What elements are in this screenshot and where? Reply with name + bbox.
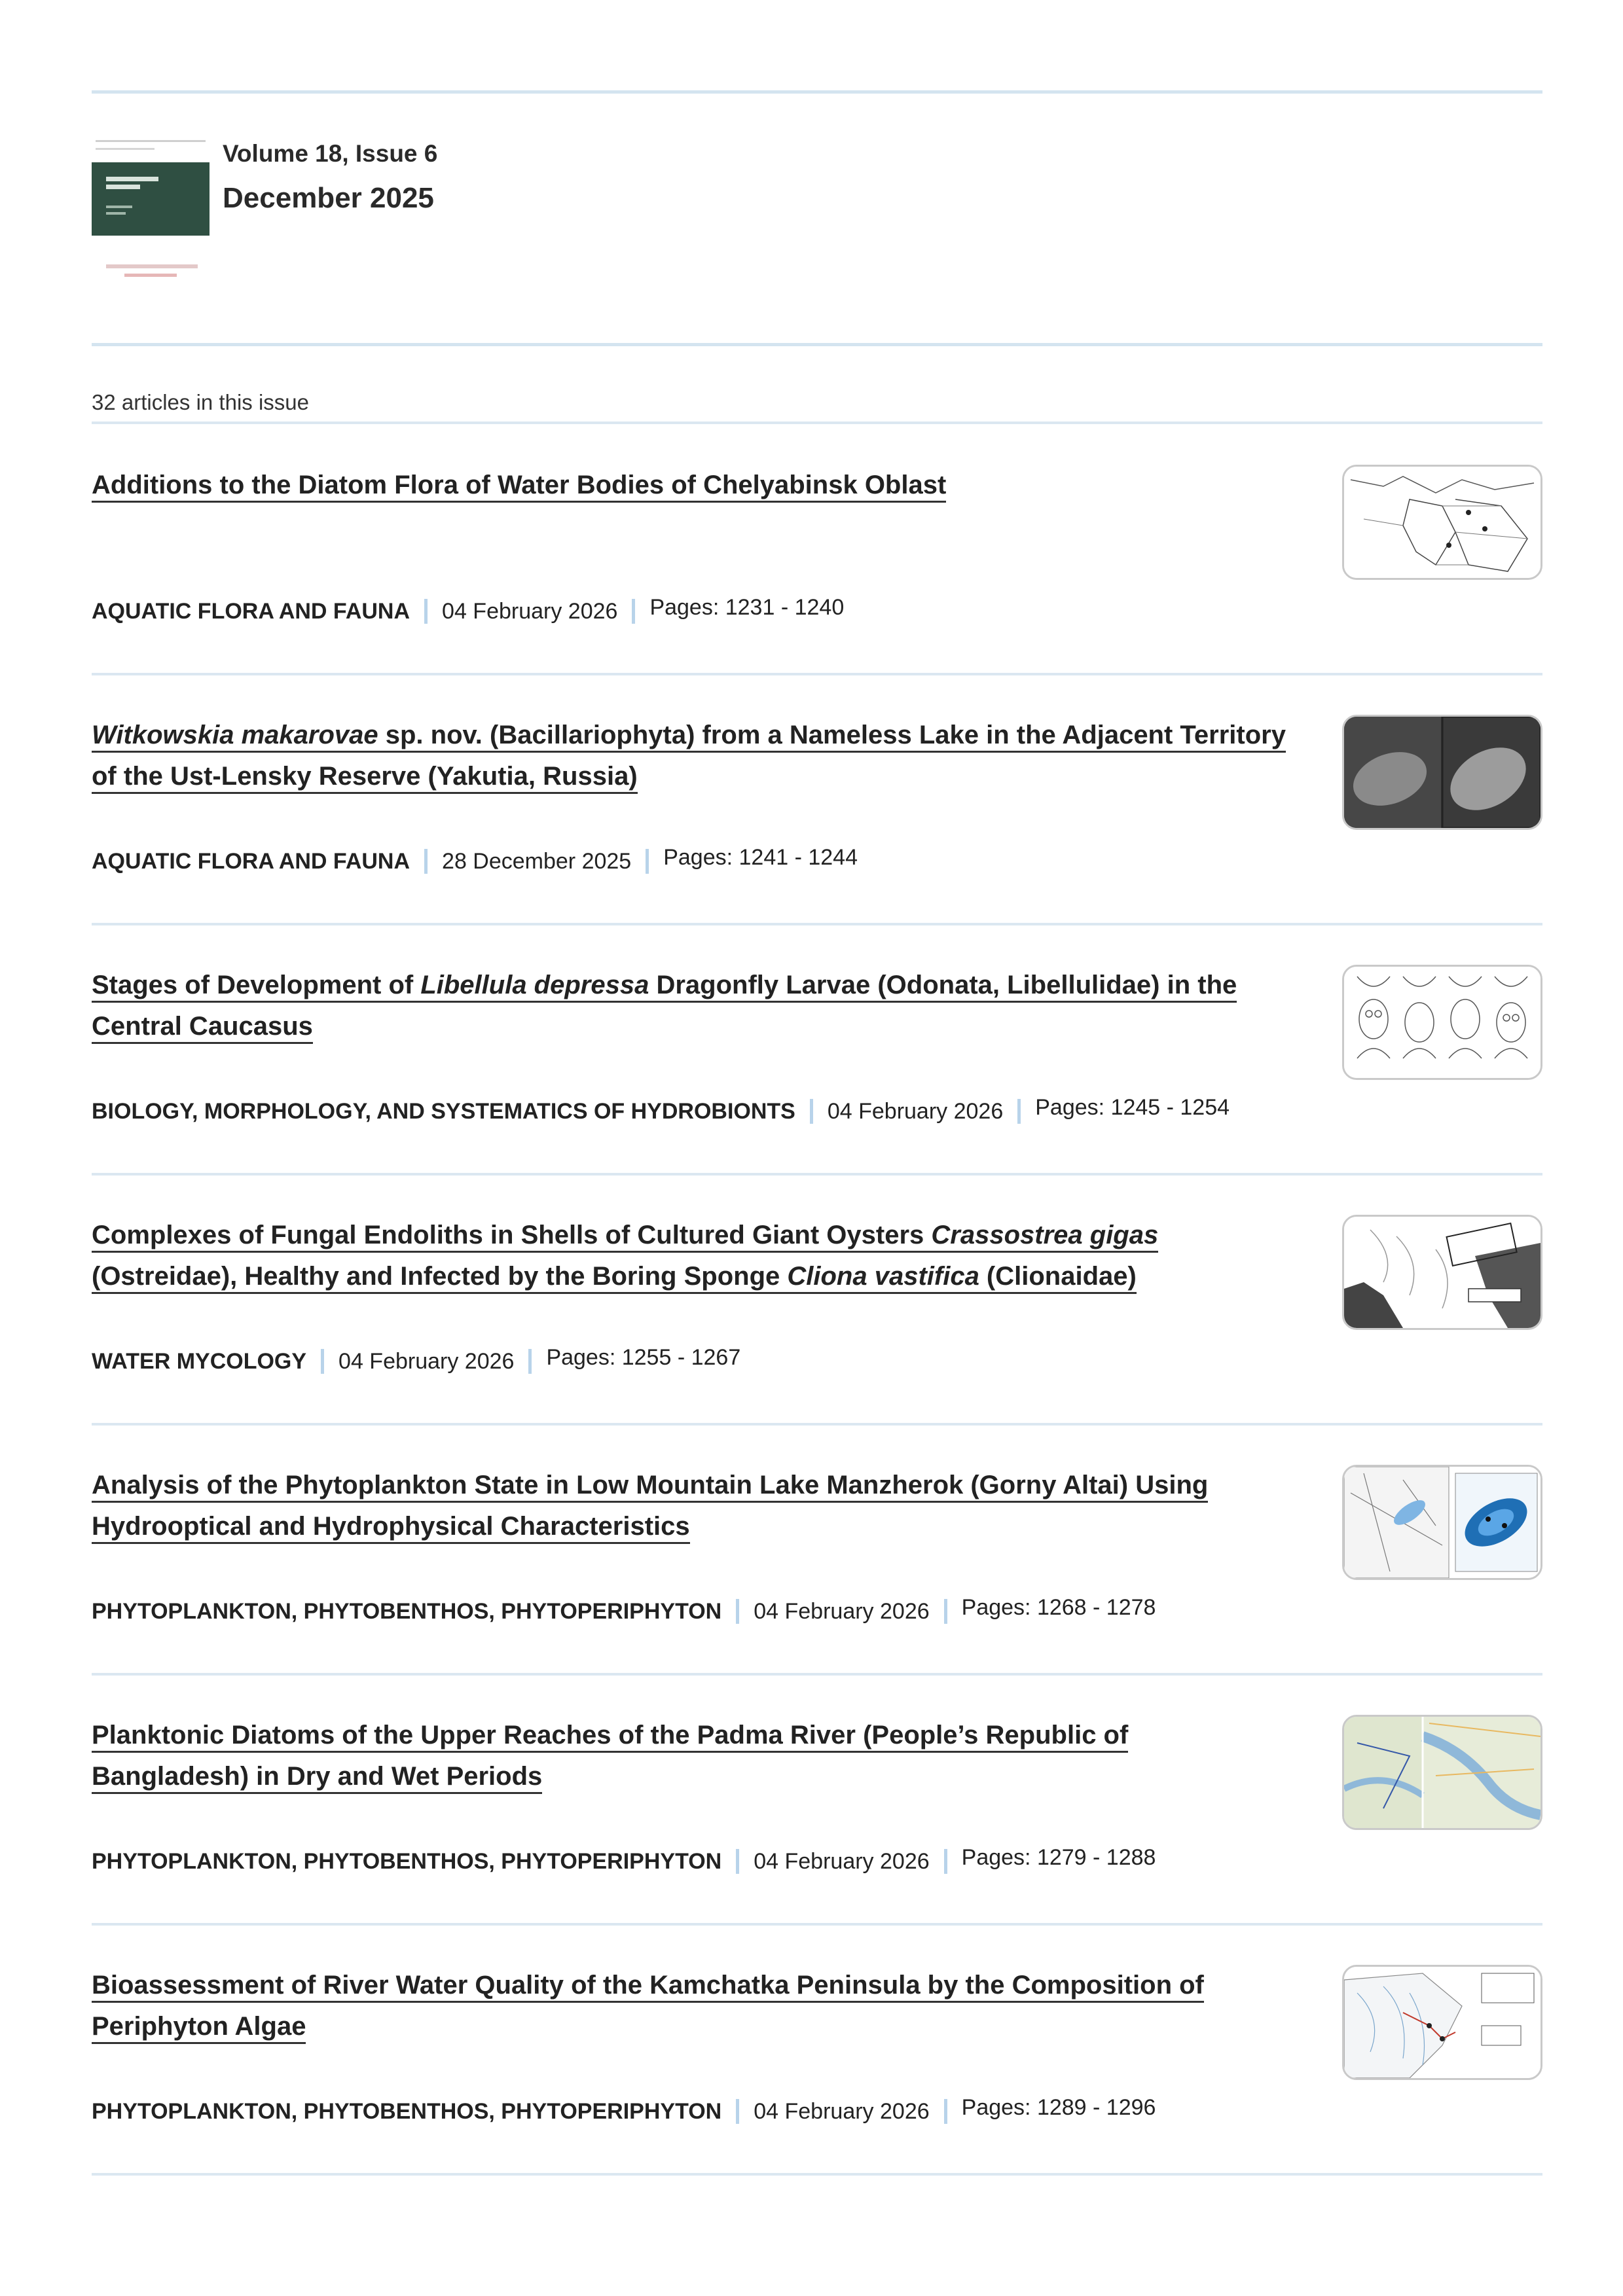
meta-separator <box>1017 1099 1021 1124</box>
meta-separator <box>424 599 428 624</box>
article-title[interactable]: Stages of Development of Libellula depressa Dragonfly Larvae (Odonata, Libellulidae) in the Central Caucasus <box>92 965 1290 1047</box>
meta-separator <box>736 1599 739 1624</box>
article-title[interactable]: Planktonic Diatoms of the Upper Reaches of the Padma River (People’s Republic of Bangladesh) in Dry and Wet Periods <box>92 1715 1290 1797</box>
issue-date: December 2025 <box>223 182 434 214</box>
micrograph-thumbnail[interactable] <box>1342 715 1542 830</box>
river-map-thumbnail[interactable] <box>1342 1715 1542 1830</box>
list-divider <box>92 1423 1542 1426</box>
peninsula-map-thumbnail[interactable] <box>1342 1965 1542 2080</box>
article-title[interactable]: Complexes of Fungal Endoliths in Shells of Cultured Giant Oysters Crassostrea gigas (Ostreidae), Healthy and Infected by the Boring Sponge Cliona vastifica (Clionaidae) <box>92 1215 1290 1297</box>
article-date: 04 February 2026 <box>754 1599 930 1624</box>
article-date: 04 February 2026 <box>338 1349 515 1374</box>
article-pages: Pages: 1245 - 1254 <box>1035 1095 1230 1120</box>
list-divider <box>92 2173 1542 2176</box>
article-meta <box>92 1345 741 1374</box>
list-divider <box>92 1673 1542 1676</box>
article-count: 32 articles in this issue <box>92 390 309 414</box>
meta-separator <box>646 849 649 874</box>
top-divider <box>92 90 1542 94</box>
article-item <box>92 965 1542 1213</box>
article-section[interactable]: AQUATIC FLORA AND FAUNA <box>92 599 410 624</box>
article-item <box>92 1465 1542 1713</box>
article-pages: Pages: 1279 - 1288 <box>961 1845 1156 1870</box>
article-item <box>92 1715 1542 1964</box>
meta-separator <box>736 2099 739 2124</box>
meta-separator <box>528 1349 532 1374</box>
article-date: 04 February 2026 <box>442 599 618 624</box>
article-meta <box>92 1595 1156 1624</box>
list-divider <box>92 673 1542 675</box>
meta-separator <box>424 849 428 874</box>
meta-separator <box>944 1849 947 1874</box>
article-section[interactable]: AQUATIC FLORA AND FAUNA <box>92 849 410 874</box>
issue-header <box>92 122 1542 292</box>
article-section[interactable]: WATER MYCOLOGY <box>92 1349 307 1374</box>
article-date: 04 February 2026 <box>754 1849 930 1874</box>
list-divider <box>92 422 1542 424</box>
article-title[interactable]: Bioassessment of River Water Quality of the Kamchatka Peninsula by the Composition of Periphyton Algae <box>92 1965 1290 2047</box>
article-pages: Pages: 1289 - 1296 <box>961 2095 1156 2120</box>
article-section[interactable]: PHYTOPLANKTON, PHYTOBENTHOS, PHYTOPERIPHYTON <box>92 1599 722 1624</box>
article-date: 04 February 2026 <box>754 2099 930 2124</box>
article-title[interactable]: Witkowskia makarovae sp. nov. (Bacillariophyta) from a Nameless Lake in the Adjacent Territory of the Ust-Lensky Reserve (Yakutia, Russia) <box>92 715 1290 797</box>
article-pages: Pages: 1268 - 1278 <box>961 1595 1156 1620</box>
article-meta <box>92 1845 1156 1874</box>
list-divider <box>92 923 1542 925</box>
larvae-drawing-thumbnail[interactable] <box>1342 965 1542 1080</box>
article-pages: Pages: 1231 - 1240 <box>649 595 845 620</box>
article-title[interactable]: Analysis of the Phytoplankton State in Low Mountain Lake Manzherok (Gorny Altai) Using Hydrooptical and Hydrophysical Characteristics <box>92 1465 1290 1547</box>
article-item <box>92 1965 1542 2214</box>
article-item <box>92 1215 1542 1463</box>
article-section[interactable]: PHYTOPLANKTON, PHYTOBENTHOS, PHYTOPERIPHYTON <box>92 2099 722 2124</box>
issue-volume: Volume 18, Issue 6 <box>223 140 438 167</box>
meta-separator <box>944 1599 947 1624</box>
article-section[interactable]: PHYTOPLANKTON, PHYTOBENTHOS, PHYTOPERIPHYTON <box>92 1849 722 1874</box>
article-title[interactable]: Additions to the Diatom Flora of Water Bodies of Chelyabinsk Oblast <box>92 465 1290 506</box>
journal-cover-image[interactable] <box>92 122 210 285</box>
meta-separator <box>632 599 635 624</box>
article-meta <box>92 595 845 624</box>
map-thumbnail[interactable] <box>1342 465 1542 580</box>
coastal-map-thumbnail[interactable] <box>1342 1215 1542 1330</box>
meta-separator <box>736 1849 739 1874</box>
article-meta <box>92 845 858 874</box>
article-section[interactable]: BIOLOGY, MORPHOLOGY, AND SYSTEMATICS OF HYDROBIONTS <box>92 1099 795 1124</box>
article-pages: Pages: 1241 - 1244 <box>663 845 858 870</box>
article-meta <box>92 1095 1230 1124</box>
list-divider <box>92 1173 1542 1175</box>
article-pages: Pages: 1255 - 1267 <box>546 1345 741 1370</box>
meta-separator <box>810 1099 813 1124</box>
article-date: 28 December 2025 <box>442 849 632 874</box>
article-item <box>92 465 1542 713</box>
header-divider <box>92 343 1542 346</box>
list-divider <box>92 1923 1542 1926</box>
article-meta <box>92 2095 1156 2125</box>
article-date: 04 February 2026 <box>827 1099 1004 1124</box>
lake-map-thumbnail[interactable] <box>1342 1465 1542 1580</box>
meta-separator <box>321 1349 324 1374</box>
article-item <box>92 715 1542 963</box>
meta-separator <box>944 2099 947 2124</box>
